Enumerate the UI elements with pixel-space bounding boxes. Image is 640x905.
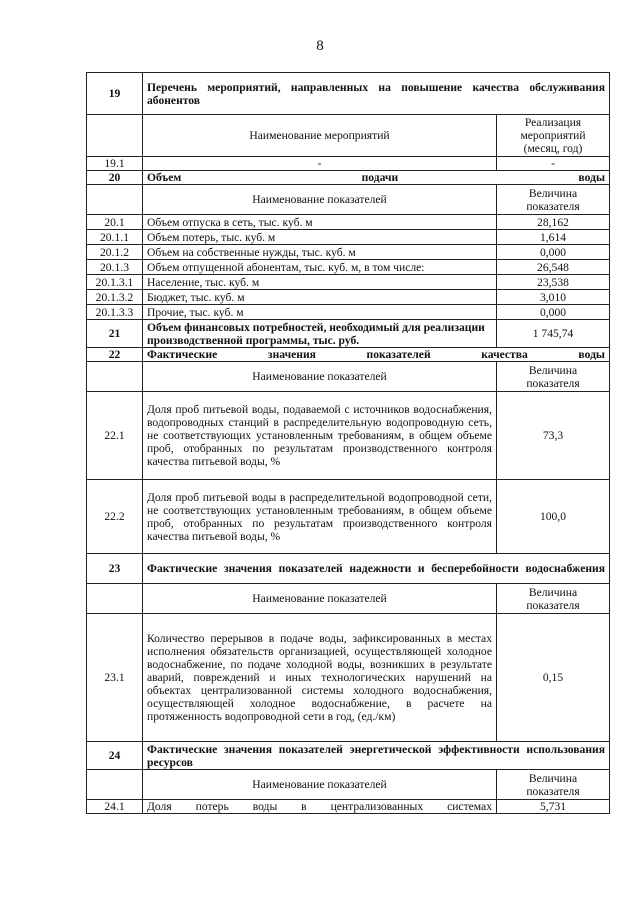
table-row-22.2 xyxy=(87,480,610,554)
row-number: 20.1 xyxy=(87,215,143,230)
row-description: Доля проб питьевой воды, подаваемой с источников водоснабжения, водопроводных станций в распределительную водопроводную сеть, не соответствующих установленным требованиям, в общем объеме проб, отобранных по результатам производственного контроля качества питьевой воды, % xyxy=(143,392,497,480)
column-header-value: Величина показателя xyxy=(497,770,610,800)
table-row-20.1 xyxy=(87,215,610,230)
table-row-20 xyxy=(87,171,610,185)
section-number: 21 xyxy=(87,320,143,348)
column-header-name: Наименование мероприятий xyxy=(143,115,497,157)
row-value: 0,15 xyxy=(497,614,610,742)
row-number: 22.1 xyxy=(87,392,143,480)
row-number: 20.1.3.2 xyxy=(87,290,143,305)
table-row-20.1.3.1 xyxy=(87,275,610,290)
column-header-value: Величина показателя xyxy=(497,584,610,614)
column-header-name: Наименование показателей xyxy=(143,770,497,800)
row-description: Объем отпуска в сеть, тыс. куб. м xyxy=(143,215,497,230)
program-table xyxy=(86,72,610,814)
section-title: Объем финансовых потребностей, необходимый для реализации производственной программы, тыс. руб. xyxy=(143,320,497,348)
row-number: 23.1 xyxy=(87,614,143,742)
table-row-22 xyxy=(87,348,610,362)
row-value: - xyxy=(497,157,610,171)
table-row-header-4 xyxy=(87,185,610,215)
column-header-name: Наименование показателей xyxy=(143,362,497,392)
section-title: Фактические значения показателей качества воды xyxy=(143,348,610,362)
section-number: 23 xyxy=(87,554,143,584)
column-header-name: Наименование показателей xyxy=(143,185,497,215)
table-row-19.1 xyxy=(87,157,610,171)
section-number: 20 xyxy=(87,171,143,185)
table-row-19 xyxy=(87,73,610,115)
table-row-20.1.3.3 xyxy=(87,305,610,320)
row-number: 22.2 xyxy=(87,480,143,554)
row-number: 20.1.3 xyxy=(87,260,143,275)
table-row-21 xyxy=(87,320,610,348)
row-description: Доля проб питьевой воды в распределительной водопроводной сети, не соответствующих установленным требованиям, в общем объеме проб, отобранных по результатам производственного контроля качества питьевой воды, % xyxy=(143,480,497,554)
header-empty-cell xyxy=(87,584,143,614)
row-value: 26,548 xyxy=(497,260,610,275)
row-description: Бюджет, тыс. куб. м xyxy=(143,290,497,305)
row-value: 1,614 xyxy=(497,230,610,245)
table-row-20.1.3 xyxy=(87,260,610,275)
table-row-23 xyxy=(87,554,610,584)
row-description: Объем на собственные нужды, тыс. куб. м xyxy=(143,245,497,260)
section-value: 1 745,74 xyxy=(497,320,610,348)
section-number: 19 xyxy=(87,73,143,115)
table-row-header-21 xyxy=(87,770,610,800)
row-description: Объем потерь, тыс. куб. м xyxy=(143,230,497,245)
header-empty-cell xyxy=(87,115,143,157)
row-description: Население, тыс. куб. м xyxy=(143,275,497,290)
header-empty-cell xyxy=(87,185,143,215)
table-row-20.1.2 xyxy=(87,245,610,260)
header-empty-cell xyxy=(87,362,143,392)
row-number: 20.1.2 xyxy=(87,245,143,260)
row-value: 0,000 xyxy=(497,245,610,260)
table-row-24 xyxy=(87,742,610,770)
row-value: 28,162 xyxy=(497,215,610,230)
row-value: 0,000 xyxy=(497,305,610,320)
section-number: 24 xyxy=(87,742,143,770)
table-row-header-18 xyxy=(87,584,610,614)
row-description: - xyxy=(143,157,497,171)
header-empty-cell xyxy=(87,770,143,800)
row-description: Доля потерь воды в централизованных системах xyxy=(143,800,497,814)
row-number: 20.1.3.3 xyxy=(87,305,143,320)
row-value: 23,538 xyxy=(497,275,610,290)
table-row-24.1 xyxy=(87,800,610,814)
column-header-value: Величина показателя xyxy=(497,362,610,392)
row-description: Объем отпущенной абонентам, тыс. куб. м, в том числе: xyxy=(143,260,497,275)
table-row-20.1.3.2 xyxy=(87,290,610,305)
column-header-name: Наименование показателей xyxy=(143,584,497,614)
table-row-header-1 xyxy=(87,115,610,157)
table-row-22.1 xyxy=(87,392,610,480)
row-number: 20.1.1 xyxy=(87,230,143,245)
section-title: Объем подачи воды xyxy=(143,171,610,185)
column-header-value: Реализация мероприятий (месяц, год) xyxy=(497,115,610,157)
row-description: Прочие, тыс. куб. м xyxy=(143,305,497,320)
row-number: 19.1 xyxy=(87,157,143,171)
page-number: 8 xyxy=(316,38,324,54)
row-number: 24.1 xyxy=(87,800,143,814)
table-row-23.1 xyxy=(87,614,610,742)
column-header-value: Величина показателя xyxy=(497,185,610,215)
section-title: Перечень мероприятий, направленных на повышение качества обслуживания абонентов xyxy=(143,73,610,115)
row-value: 100,0 xyxy=(497,480,610,554)
section-number: 22 xyxy=(87,348,143,362)
table-row-20.1.1 xyxy=(87,230,610,245)
section-title: Фактические значения показателей надежности и бесперебойности водоснабжения xyxy=(143,554,610,584)
row-value: 3,010 xyxy=(497,290,610,305)
row-value: 73,3 xyxy=(497,392,610,480)
row-description: Количество перерывов в подаче воды, зафиксированных в местах исполнения обязательств организацией, осуществляющей холодное водоснабжение, по подаче холодной воды, возникших в результате аварий, повреждений и иных технологических нарушений на объектах централизованной системы холодного водоснабжения, осуществляющей холодное водоснабжение, в расчете на протяженность водопроводной сети в год, (ед./км) xyxy=(143,614,497,742)
row-value: 5,731 xyxy=(497,800,610,814)
section-title: Фактические значения показателей энергетической эффективности использования ресурсов xyxy=(143,742,610,770)
table-row-header-14 xyxy=(87,362,610,392)
row-number: 20.1.3.1 xyxy=(87,275,143,290)
